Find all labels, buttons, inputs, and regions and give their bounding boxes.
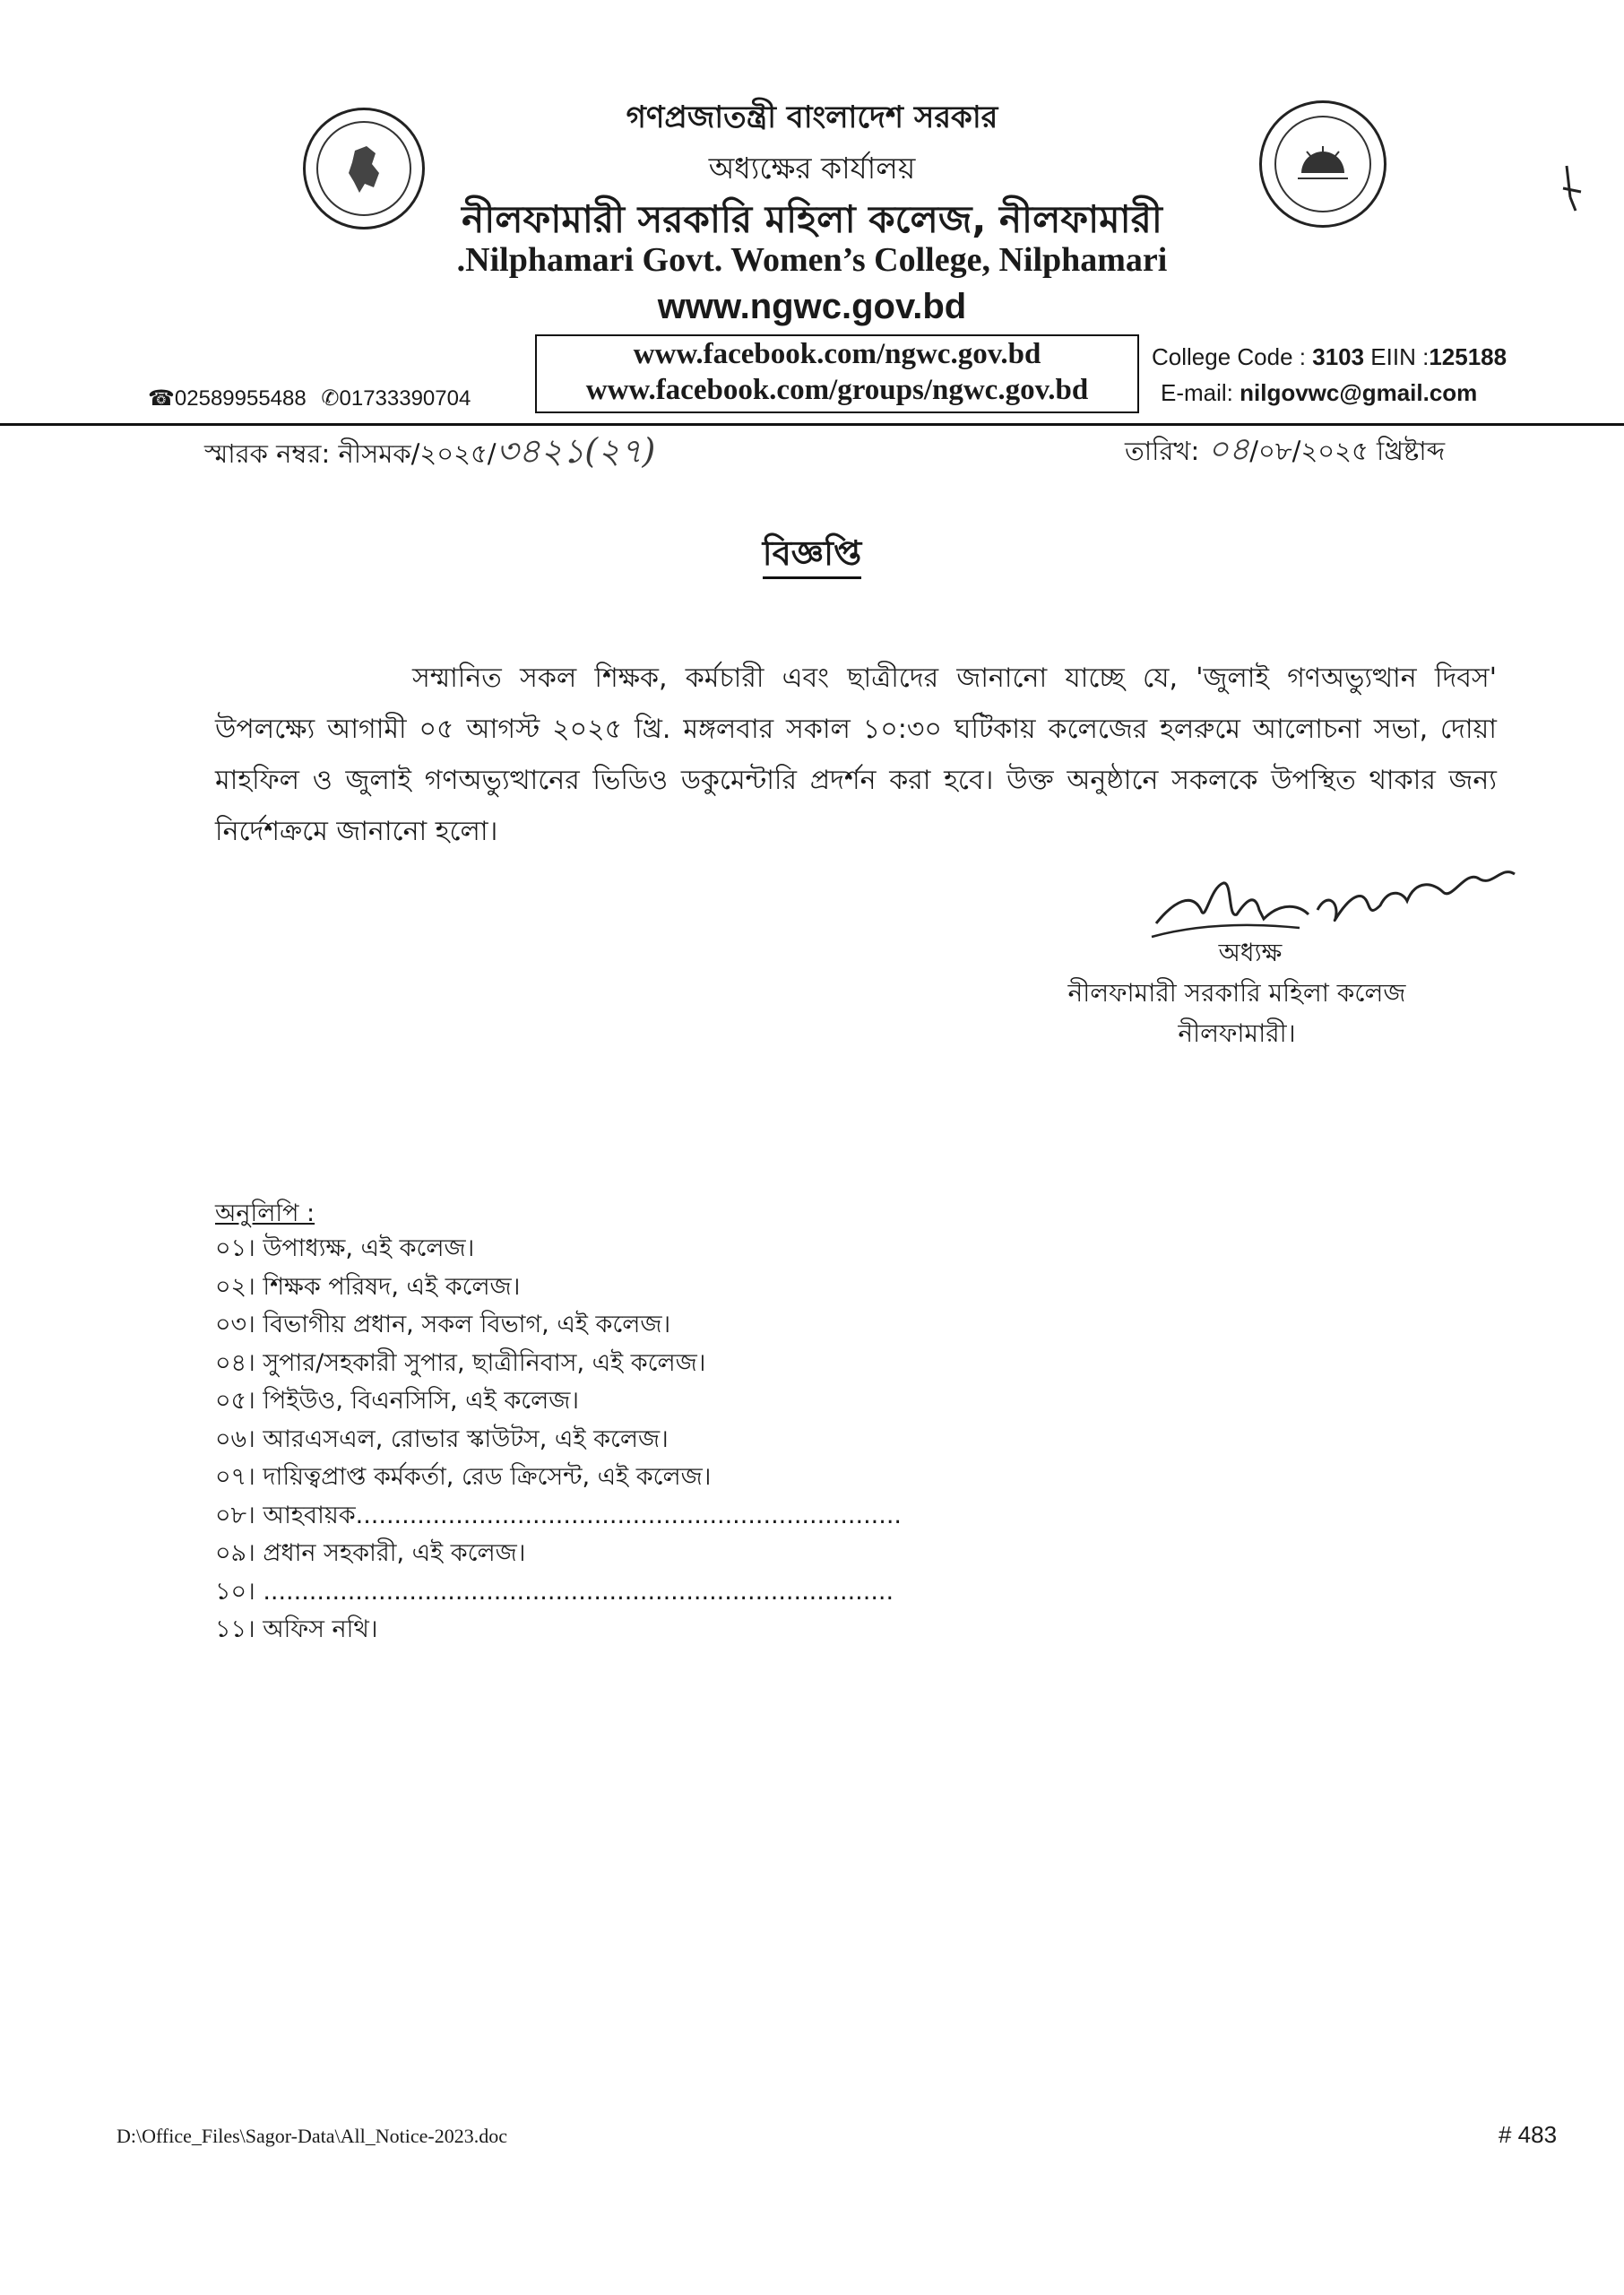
signatory-college: নীলফামারী সরকারি মহিলা কলেজ [1067, 978, 1406, 1008]
file-path: D:\Office_Files\Sagor-Data\All_Notice-2023.doc [117, 2125, 507, 2147]
list-item: ০৩। বিভাগীয় প্রধান, সকল বিভাগ, এই কলেজ। [215, 1311, 671, 1338]
email-link[interactable]: nilgovwc@gmail.com [1240, 379, 1478, 406]
list-item: ০৯। প্রধান সহকারী, এই কলেজ। [215, 1539, 526, 1567]
list-item: ১০। .................................................................................. [215, 1577, 894, 1606]
college-code-label: College Code : [1152, 343, 1313, 370]
college-code: 3103 [1312, 343, 1365, 370]
list-item: ১১। অফিস নথি। [215, 1615, 378, 1643]
page-number: # 483 [1499, 2121, 1558, 2148]
memo-number [204, 425, 655, 482]
list-item: ০৮। আহবায়ক....................................................................... [215, 1501, 903, 1529]
website-link[interactable]: www.ngwc.gov.bd [657, 287, 967, 326]
government-name: গণপ্রজাতন্ত্রী বাংলাদেশ সরকার [626, 100, 998, 135]
eiin-label: EIIN : [1364, 343, 1430, 370]
list-item: ০৭। দায়িত্বপ্রাপ্ত কর্মকর্তা, রেড ক্রিসেন্ট, এই কলেজ। [215, 1463, 712, 1491]
mobile-number: ✆01733390704 [321, 386, 471, 411]
college-name-bangla: নীলফামারী সরকারি মহিলা কলেজ, নীলফামারী [462, 197, 1162, 241]
copies-title: অনুলিপি : [215, 1199, 315, 1227]
copies-list [215, 1230, 902, 1650]
office-name: অধ্যক্ষের কার্যালয় [708, 151, 916, 186]
list-item: ০৬। আরএসএল, রোভার স্কাউটস, এই কলেজ। [215, 1425, 669, 1453]
phone-number: ☎02589955488 [148, 386, 307, 411]
eiin-number: 125188 [1429, 343, 1507, 370]
college-codes [1152, 339, 1507, 411]
signatory-district: নীলফামারী। [1178, 1018, 1296, 1048]
phone-contacts [148, 385, 471, 411]
notice-body: সম্মানিত সকল শিক্ষক, কর্মচারী এবং ছাত্রীদের জানানো যাচ্ছে যে, 'জুলাই গণঅভ্যুত্থান দিবস' উপলক্ষ্যে আগামী ০৫ আগস্ট ২০২৫ খ্রি. মঙ্গলবার সকাল ১০:৩০ ঘটিকায় কলেজের হলরুমে আলোচনা সভা, দোয়া মাহফিল ও জুলাই গণঅভ্যুত্থানের ভিডিও ডকুমেন্টারি প্রদর্শন করা হবে। উক্ত অনুষ্ঠানে সকলকে উপস্থিত থাকার জন্য নির্দেশক্রমে জানানো হলো। [215, 663, 1497, 847]
list-item: ০৫। পিইউও, বিএনসিসি, এই কলেজ। [215, 1387, 580, 1415]
list-item: ০১। উপাধ্যক্ষ, এই কলেজ। [215, 1234, 475, 1262]
college-name-english: .Nilphamari Govt. Women’s College, Nilphamari [456, 241, 1168, 279]
list-item: ০২। শিক্ষক পরিষদ, এই কলেজ। [215, 1272, 521, 1301]
signatory-designation: অধ্যক্ষ [1218, 938, 1283, 967]
signatory-block [1031, 932, 1443, 1053]
facebook-links-box [535, 334, 1139, 413]
facebook-page-link[interactable]: www.facebook.com/ngwc.gov.bd [633, 338, 1041, 370]
memo-label: স্মারক নম্বর: নীসমক/২০২৫/ [204, 438, 497, 469]
date-printed: /০৮/২০২৫ খ্রিষ্টাব্দ [1249, 436, 1446, 466]
date-label: তারিখ: [1125, 436, 1208, 466]
date-handwritten: ০৪ [1207, 431, 1250, 468]
notice-title: বিজ্ঞপ্তি [0, 527, 1624, 585]
list-item: ০৪। সুপার/সহকারী সুপার, ছাত্রীনিবাস, এই কলেজ। [215, 1348, 706, 1377]
email-label: E-mail: [1161, 379, 1240, 406]
memo-handwritten: ৩৪২১(২৭) [496, 431, 656, 471]
facebook-group-link[interactable]: www.facebook.com/groups/ngwc.gov.bd [585, 374, 1089, 406]
memo-date [1125, 425, 1445, 479]
